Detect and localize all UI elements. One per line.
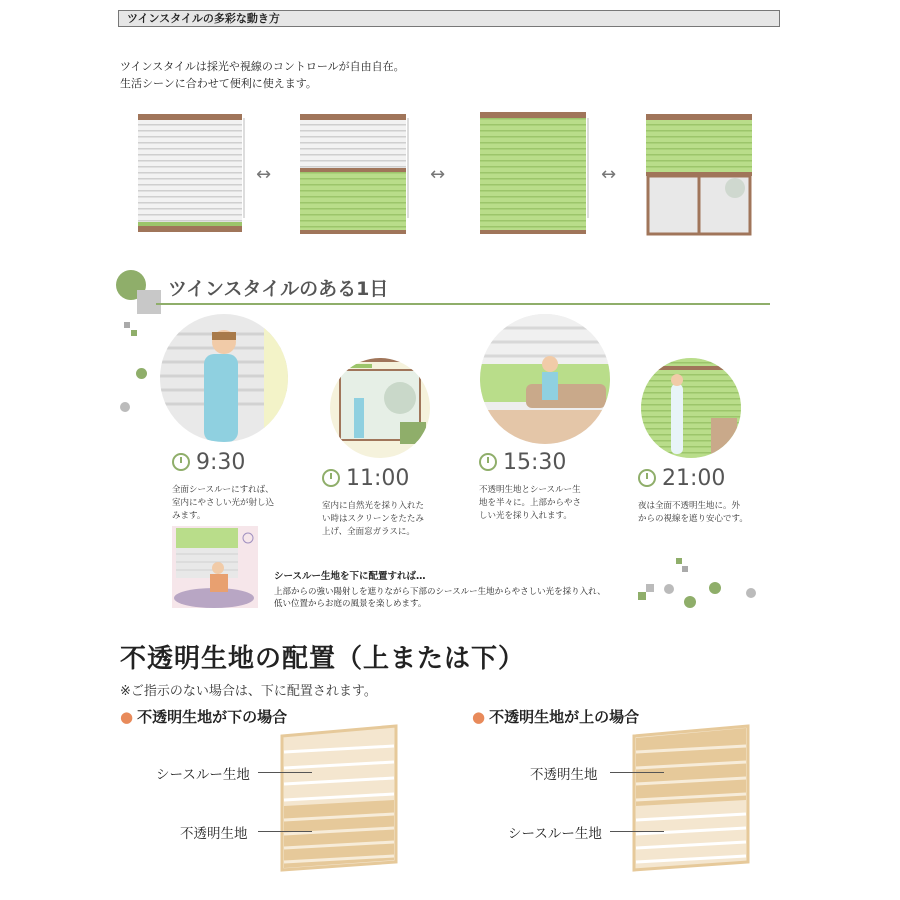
placement-note: ※ご指示のない場合は、下に配置されます。	[120, 684, 377, 699]
scene-image-2100	[641, 358, 741, 458]
scene-image-1100	[330, 358, 430, 458]
tip-title: シースルー生地を下に配置すれば…	[274, 571, 426, 582]
time-0930: 9:30	[172, 450, 245, 475]
tip-body: 上部からの強い陽射しを遮りながら下部のシースルー生地からやさしい光を採り入れ、 低い位置からお庭の風景を楽しめます。	[274, 587, 606, 609]
heading-square-deco	[137, 290, 161, 314]
case-title-bottom-opaque: ● 不透明生地が下の場合	[120, 708, 288, 726]
arrow-2: ↔	[430, 164, 446, 185]
diagram-opaque-bottom	[278, 722, 400, 874]
deco-square	[638, 592, 646, 600]
case2-bottom-label: シースルー生地	[508, 826, 602, 842]
time-1100: 11:00	[322, 466, 409, 491]
day-section-title: ツインスタイルのある1日	[168, 278, 389, 300]
deco-square	[676, 558, 682, 564]
clock-icon	[638, 469, 656, 487]
case2-top-label: 不透明生地	[530, 767, 598, 783]
case1-top-label: シースルー生地	[156, 767, 250, 783]
heading-rule	[156, 303, 770, 305]
clock-icon	[172, 453, 190, 471]
deco-dot	[684, 596, 696, 608]
desc-2100: 夜は全面不透明生地に。外 からの視線を遮り安心です。	[638, 501, 748, 524]
deco-square	[124, 322, 130, 328]
arrow-1: ↔	[256, 164, 272, 185]
deco-dot	[709, 582, 721, 594]
placement-title: 不透明生地の配置（上または下）	[120, 644, 526, 674]
deco-dot	[746, 588, 756, 598]
tip-image	[172, 526, 258, 608]
deco-square	[646, 584, 654, 592]
blind-all-sheer	[138, 114, 244, 232]
blind-raised	[646, 114, 752, 234]
deco-dot	[136, 368, 147, 379]
case2-bottom-leader	[610, 831, 664, 832]
intro-line-1: ツインスタイルは採光や視線のコントロールが自由自在。	[120, 60, 405, 73]
intro-text	[120, 58, 405, 92]
bullet-icon: ●	[120, 708, 134, 726]
clock-icon	[322, 469, 340, 487]
deco-square	[682, 566, 688, 572]
section-header: ツインスタイルの多彩な動き方	[118, 10, 780, 27]
case1-bottom-leader	[258, 831, 312, 832]
blind-all-opaque	[480, 112, 588, 234]
clock-icon	[479, 453, 497, 471]
diagram-opaque-top	[630, 722, 752, 874]
arrow-3: ↔	[601, 164, 617, 185]
desc-1530: 不透明生地とシースルー生 地を半々に。上部からやさ しい光を採り入れます。	[479, 485, 582, 521]
case1-bottom-label: 不透明生地	[180, 826, 248, 842]
case2-top-leader	[610, 772, 664, 773]
desc-1100: 室内に自然光を採り入れた い時はスクリーンをたたみ 上げ、全面窓ガラスに。	[322, 501, 425, 537]
scene-image-0930	[160, 314, 288, 442]
time-1530: 15:30	[479, 450, 566, 475]
desc-0930: 全面シースルーにすれば、 室内にやさしい光が射し込 みます。	[172, 485, 275, 521]
blind-half	[300, 114, 408, 234]
deco-square	[131, 330, 137, 336]
case-title-top-opaque: ● 不透明生地が上の場合	[472, 708, 640, 726]
intro-line-2: 生活シーンに合わせて便利に使えます。	[120, 77, 317, 90]
deco-dot	[120, 402, 130, 412]
time-2100: 21:00	[638, 466, 725, 491]
bullet-icon: ●	[472, 708, 486, 726]
case1-top-leader	[258, 772, 312, 773]
deco-dot	[664, 584, 674, 594]
scene-image-1530	[480, 314, 610, 444]
